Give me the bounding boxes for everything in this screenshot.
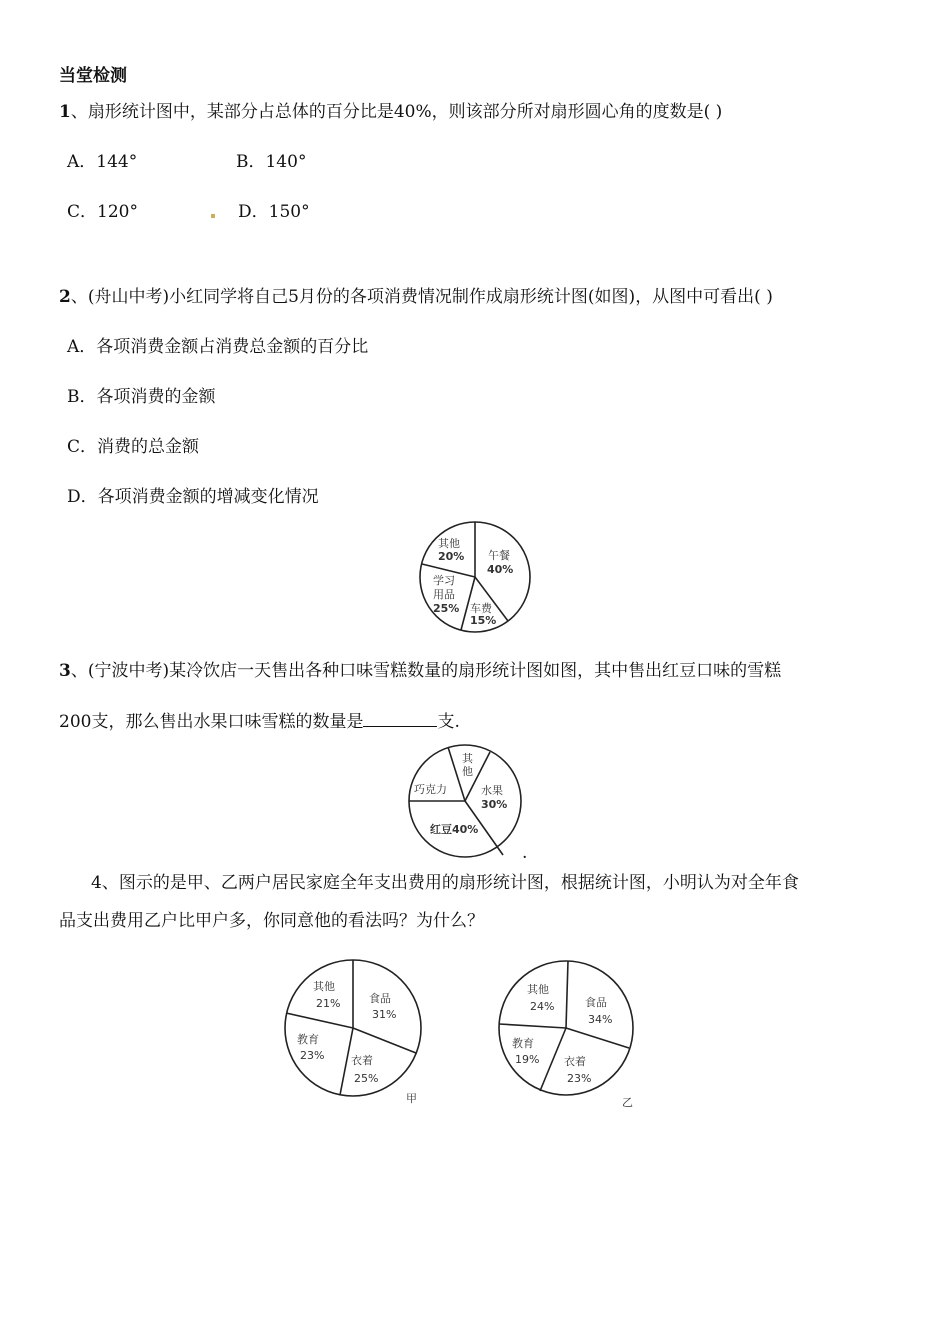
- stray-mark: [211, 214, 215, 218]
- jia-label-cloth: 衣着: [351, 1054, 373, 1067]
- yi-label-food-pct: 34%: [588, 1013, 613, 1026]
- yi-chart-name: 乙: [622, 1096, 633, 1109]
- q3-label-other-1: 其: [462, 752, 473, 765]
- jia-chart-name: 甲: [406, 1092, 417, 1105]
- q2-label-study-2: 用品: [433, 588, 455, 601]
- jia-label-edu: 教育: [297, 1033, 319, 1046]
- q2-label-fare-pct: 15%: [470, 614, 497, 627]
- section-title: 当堂检测: [59, 66, 127, 86]
- q2-label-other-pct: 20%: [438, 550, 465, 563]
- q3-label-chocolate: 巧克力: [414, 783, 447, 796]
- q1-option-d: D．150°: [238, 202, 310, 222]
- q2-label-study-1: 学习: [433, 574, 455, 587]
- q1-option-c: C．120°: [67, 202, 138, 222]
- yi-pie-divider: [499, 1024, 566, 1028]
- jia-label-other-pct: 21%: [316, 997, 341, 1010]
- yi-pie-divider: [540, 1028, 566, 1091]
- question-3-number: 3: [59, 661, 71, 681]
- yi-label-cloth: 衣着: [564, 1055, 586, 1068]
- q2-option-b: B．各项消费的金额: [67, 387, 216, 407]
- jia-label-cloth-pct: 25%: [354, 1072, 379, 1085]
- q3-label-fruit: 水果: [481, 784, 503, 797]
- q3-label-other-2: 他: [462, 765, 473, 778]
- question-3-line-1: 、(宁波中考)某冷饮店一天售出各种口味雪糕数量的扇形统计图如图，其中售出红豆口味的雪糕: [70, 661, 782, 681]
- q2-option-c: C．消费的总金额: [67, 437, 200, 457]
- question-2-number: 2: [59, 287, 71, 307]
- question-2: [59, 286, 773, 308]
- q2-label-study-pct: 25%: [433, 602, 460, 615]
- question-4-line-1: 4、图示的是甲、乙两户居民家庭全年支出费用的扇形统计图，根据统计图，小明认为对全年食: [91, 873, 799, 893]
- question-3-line-2: [59, 710, 460, 733]
- question-3: [59, 660, 781, 682]
- yi-label-edu-pct: 19%: [515, 1053, 540, 1066]
- q4-pie-chart-yi: [497, 960, 639, 1110]
- q3-pie-chart: [408, 744, 523, 859]
- yi-label-other-pct: 24%: [530, 1000, 555, 1013]
- q1-option-a: A．144°: [67, 152, 138, 172]
- yi-pie-divider: [566, 961, 568, 1028]
- jia-pie-divider: [353, 1028, 416, 1053]
- trailing-dot: .: [522, 843, 528, 863]
- q2-pie-chart: [418, 520, 533, 635]
- q2-option-a: A．各项消费金额占消费总金额的百分比: [67, 337, 369, 357]
- yi-label-food: 食品: [585, 996, 607, 1009]
- jia-label-food-pct: 31%: [372, 1008, 397, 1021]
- question-1: [59, 101, 722, 123]
- q3-label-fruit-pct: 30%: [481, 798, 508, 811]
- q2-label-lunch: 午餐: [488, 549, 510, 562]
- question-3-line-2-a: 200支，那么售出水果口味雪糕的数量是: [59, 712, 364, 732]
- yi-label-other: 其他: [527, 983, 549, 996]
- q2-label-other: 其他: [438, 537, 460, 550]
- question-1-text: 、扇形统计图中，某部分占总体的百分比是40%，则该部分所对扇形圆心角的度数是( ): [70, 102, 723, 122]
- q1-option-b: B．140°: [236, 152, 307, 172]
- q2-label-lunch-pct: 40%: [487, 563, 514, 576]
- yi-label-cloth-pct: 23%: [567, 1072, 592, 1085]
- jia-label-food: 食品: [369, 992, 391, 1005]
- yi-pie-divider: [566, 1028, 629, 1048]
- question-1-number: 1: [59, 102, 71, 122]
- question-2-text: 、(舟山中考)小红同学将自己5月份的各项消费情况制作成扇形统计图(如图)，从图中可看出( ): [70, 287, 773, 307]
- question-4-line-2: 品支出费用乙户比甲户多，你同意他的看法吗？为什么？: [59, 911, 484, 931]
- answer-blank[interactable]: [363, 710, 437, 727]
- q3-label-redbean: 红豆40%: [430, 823, 479, 836]
- jia-pie-divider: [286, 1013, 353, 1028]
- question-3-line-2-b: 支.: [437, 712, 460, 732]
- jia-label-edu-pct: 23%: [300, 1049, 325, 1062]
- q4-pie-chart-jia: [283, 958, 423, 1103]
- q2-option-d: D．各项消费金额的增减变化情况: [67, 487, 319, 507]
- yi-label-edu: 教育: [512, 1037, 534, 1050]
- q2-label-fare: 车费: [470, 602, 492, 615]
- jia-label-other: 其他: [313, 980, 335, 993]
